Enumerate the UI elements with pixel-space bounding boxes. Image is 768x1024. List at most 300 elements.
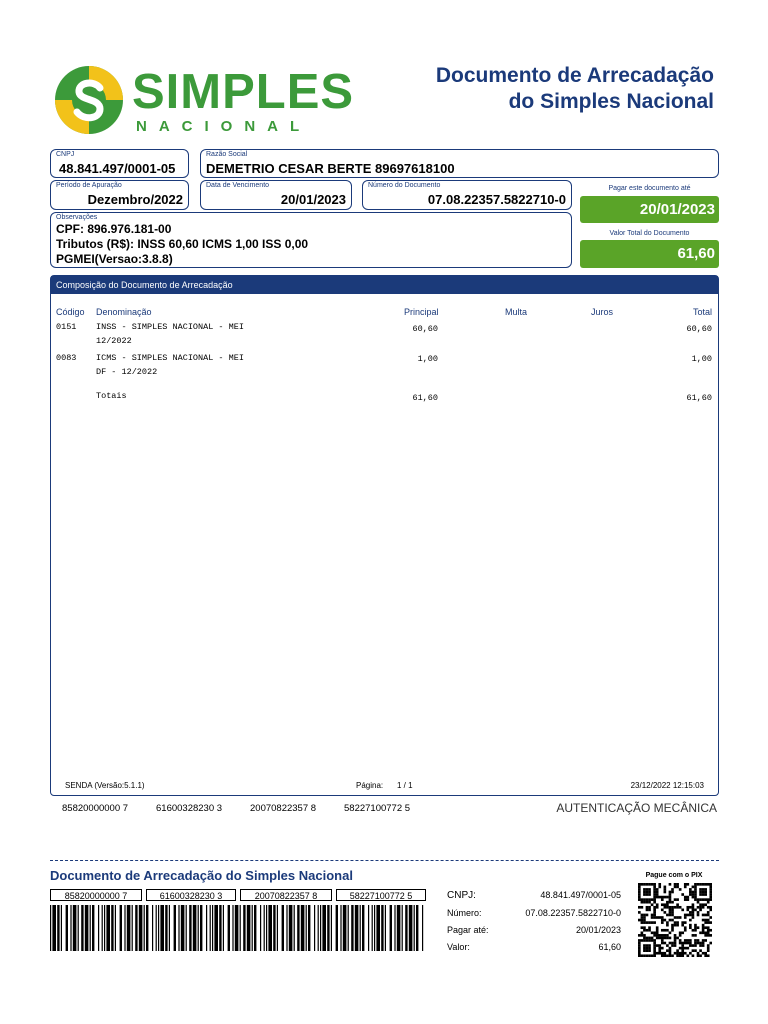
row-denominacao-sub: 12/2022 xyxy=(96,336,132,346)
row-denominacao: INSS - SIMPLES NACIONAL - MEI xyxy=(96,322,244,332)
qr-module xyxy=(702,914,705,917)
qr-module xyxy=(679,906,682,909)
qr-module xyxy=(656,903,659,906)
qr-module xyxy=(684,939,687,942)
qr-module xyxy=(681,949,684,952)
qr-module xyxy=(669,954,672,957)
qr-module xyxy=(709,934,712,937)
qr-module xyxy=(689,939,692,942)
qr-module xyxy=(643,937,646,940)
qr-module xyxy=(661,937,664,940)
qr-module xyxy=(694,926,697,929)
qr-module xyxy=(671,954,674,957)
barcode-bar xyxy=(390,905,392,951)
row-principal: 60,60 xyxy=(412,324,438,334)
qr-module xyxy=(651,898,654,901)
qr-module xyxy=(638,954,641,957)
qr-module xyxy=(707,901,710,904)
qr-module xyxy=(669,911,672,914)
barcode-bar xyxy=(90,905,91,951)
stub-linha-1: 85820000000 7 xyxy=(50,889,142,901)
qr-module xyxy=(684,916,687,919)
barcode-bar xyxy=(402,905,403,951)
qr-module xyxy=(669,949,672,952)
qr-module xyxy=(661,947,664,950)
qr-module xyxy=(651,939,654,942)
qr-module xyxy=(704,954,707,957)
qr-module xyxy=(676,954,679,957)
qr-module xyxy=(702,944,705,947)
qr-module xyxy=(702,891,705,894)
qr-module xyxy=(648,888,651,891)
qr-module xyxy=(704,926,707,929)
barcode-bar xyxy=(81,905,83,951)
qr-module xyxy=(692,916,695,919)
qr-module xyxy=(656,937,659,940)
qr-module xyxy=(676,883,679,886)
qr-module xyxy=(646,947,649,950)
col-codigo: Código xyxy=(56,307,85,317)
qr-module xyxy=(684,898,687,901)
qr-module xyxy=(694,891,697,894)
qr-module xyxy=(692,891,695,894)
barcode-bar xyxy=(289,905,293,951)
row-total: 1,00 xyxy=(691,354,712,364)
qr-module xyxy=(638,919,641,922)
qr-module xyxy=(661,942,664,945)
barcode-bar xyxy=(210,905,211,951)
qr-module xyxy=(709,888,712,891)
qr-module xyxy=(648,893,651,896)
qr-module xyxy=(681,921,684,924)
stub-pagar-label: Pagar até: xyxy=(447,925,489,935)
barcode-bar xyxy=(193,905,197,951)
barcode-bar xyxy=(268,905,272,951)
qr-module xyxy=(674,942,677,945)
composicao-title-bar xyxy=(51,276,718,294)
barcode-bar xyxy=(318,905,319,951)
qr-module xyxy=(643,883,646,886)
qr-module xyxy=(666,901,669,904)
qr-module xyxy=(686,914,689,917)
stub-linha-4: 58227100772 5 xyxy=(336,889,426,901)
qr-module xyxy=(702,893,705,896)
row-denominacao-sub: DF - 12/2022 xyxy=(96,367,158,377)
qr-module xyxy=(661,898,664,901)
vencimento-value: 20/01/2023 xyxy=(280,192,346,207)
qr-module xyxy=(694,909,697,912)
qr-module xyxy=(702,919,705,922)
qr-module xyxy=(692,954,695,957)
barcode-bar xyxy=(144,905,145,951)
barcode-bar xyxy=(174,905,176,951)
qr-module xyxy=(684,929,687,932)
qr-module xyxy=(686,883,689,886)
qr-module xyxy=(638,942,641,945)
barcode-bar xyxy=(127,905,131,951)
qr-module xyxy=(692,934,695,937)
qr-module xyxy=(661,929,664,932)
barcode-bar xyxy=(376,905,380,951)
stub-title: Documento de Arrecadação do Simples Nacional xyxy=(50,868,353,883)
qr-module xyxy=(674,883,677,886)
barcode-bar xyxy=(73,905,77,951)
qr-module xyxy=(697,901,700,904)
linha-digitavel-1: 85820000000 7 xyxy=(62,803,129,814)
qr-module xyxy=(674,924,677,927)
qr-module xyxy=(643,898,646,901)
qr-module xyxy=(704,939,707,942)
linha-digitavel-3: 20070822357 8 xyxy=(250,803,317,814)
cnpj-box xyxy=(50,149,189,178)
qr-module xyxy=(664,886,667,889)
qr-module xyxy=(646,909,649,912)
qr-module xyxy=(653,931,656,934)
qr-module xyxy=(666,924,669,927)
qr-module xyxy=(648,906,651,909)
qr-module xyxy=(643,921,646,924)
barcode-bar xyxy=(336,905,338,951)
barcode-bar xyxy=(254,905,256,951)
qr-module xyxy=(653,898,656,901)
barcode-bar xyxy=(104,905,105,951)
periodo-box xyxy=(50,180,189,210)
qr-module xyxy=(661,934,664,937)
barcode-bar xyxy=(360,905,361,951)
qr-module xyxy=(638,949,641,952)
qr-module xyxy=(681,944,684,947)
qr-module xyxy=(666,954,669,957)
barcode-bar xyxy=(306,905,307,951)
barcode-bar xyxy=(331,905,332,951)
qr-module xyxy=(664,952,667,955)
qr-module xyxy=(653,893,656,896)
qr-module xyxy=(653,888,656,891)
qr-module xyxy=(681,954,684,957)
barcode-bar xyxy=(92,905,94,951)
qr-module xyxy=(661,903,664,906)
barcode-bar xyxy=(327,905,329,951)
qr-module xyxy=(674,952,677,955)
barcode-bar xyxy=(232,905,233,951)
qr-module xyxy=(671,924,674,927)
barcode-bar xyxy=(212,905,213,951)
qr-module xyxy=(704,952,707,955)
qr-module xyxy=(653,939,656,942)
col-principal: Principal xyxy=(404,307,439,317)
qr-module xyxy=(656,888,659,891)
periodo-label: Período de Apuração xyxy=(56,182,122,189)
barcode-bar xyxy=(368,905,369,951)
qr-module xyxy=(702,906,705,909)
qr-module xyxy=(666,937,669,940)
qr-module xyxy=(702,939,705,942)
barcode-bar xyxy=(243,905,245,951)
qr-module xyxy=(671,929,674,932)
barcode-bar xyxy=(206,905,207,951)
vencimento-label: Data de Vencimento xyxy=(206,182,270,189)
barcode-bar xyxy=(416,905,418,951)
qr-module xyxy=(638,911,641,914)
qr-module xyxy=(651,921,654,924)
barcode-bar xyxy=(235,905,239,951)
qr-module xyxy=(702,931,705,934)
qr-module xyxy=(681,942,684,945)
qr-module xyxy=(679,939,682,942)
qr-module xyxy=(709,916,712,919)
qr-module xyxy=(653,891,656,894)
barcode-bar xyxy=(146,905,148,951)
qr-module xyxy=(643,893,646,896)
barcode-bar xyxy=(320,905,321,951)
qr-module xyxy=(653,954,656,957)
qr-module xyxy=(643,934,646,937)
qr-module xyxy=(702,952,705,955)
qr-module xyxy=(646,901,649,904)
qr-module xyxy=(702,898,705,901)
qr-module xyxy=(653,916,656,919)
qr-module xyxy=(658,896,661,899)
qr-module xyxy=(674,916,677,919)
barcode-bar xyxy=(186,905,187,951)
qr-module xyxy=(669,891,672,894)
qr-module xyxy=(679,942,682,945)
qr-module xyxy=(707,926,710,929)
qr-module xyxy=(671,901,674,904)
qr-module xyxy=(686,909,689,912)
qr-module xyxy=(641,883,644,886)
qr-module xyxy=(646,939,649,942)
qr-module xyxy=(669,898,672,901)
qr-module xyxy=(648,921,651,924)
qr-module xyxy=(669,893,672,896)
barcode-bar xyxy=(340,905,341,951)
qr-module xyxy=(689,919,692,922)
qr-module xyxy=(638,886,641,889)
barcode-bar xyxy=(343,905,347,951)
qr-module xyxy=(684,942,687,945)
qr-module xyxy=(666,921,669,924)
qr-module xyxy=(646,921,649,924)
logo-sub-text: NACIONAL xyxy=(136,118,312,135)
qr-module xyxy=(699,954,702,957)
barcode-bar xyxy=(362,905,364,951)
totais-label: Totais xyxy=(96,391,127,401)
qr-module xyxy=(707,921,710,924)
qr-module xyxy=(686,898,689,901)
col-denominacao: Denominação xyxy=(96,307,152,317)
numero-documento-label: Número do Documento xyxy=(368,182,441,189)
qr-module xyxy=(707,947,710,950)
qr-module xyxy=(656,929,659,932)
razao-social-box xyxy=(200,149,719,178)
qr-module xyxy=(694,896,697,899)
barcode-bar xyxy=(198,905,199,951)
qr-module xyxy=(704,931,707,934)
qr-module xyxy=(707,954,710,957)
observacoes-box xyxy=(50,212,572,268)
qr-module xyxy=(646,937,649,940)
qr-module xyxy=(641,906,644,909)
qr-module xyxy=(656,916,659,919)
qr-module xyxy=(702,903,705,906)
qr-module xyxy=(681,909,684,912)
qr-module xyxy=(661,919,664,922)
qr-module xyxy=(694,944,697,947)
qr-module xyxy=(656,952,659,955)
qr-module xyxy=(643,949,646,952)
barcode-bar xyxy=(135,905,137,951)
stub-cnpj-value: 48.841.497/0001-05 xyxy=(540,890,621,900)
qr-module xyxy=(661,916,664,919)
qr-module xyxy=(661,909,664,912)
qr-module xyxy=(674,921,677,924)
qr-module xyxy=(676,952,679,955)
qr-module xyxy=(704,888,707,891)
barcode-bar xyxy=(70,905,71,951)
barcode-bar xyxy=(314,905,315,951)
qr-module xyxy=(676,906,679,909)
qr-module xyxy=(641,916,644,919)
qr-module xyxy=(671,909,674,912)
qr-module xyxy=(643,939,646,942)
qr-module xyxy=(648,944,651,947)
qr-module xyxy=(684,926,687,929)
qr-module xyxy=(671,906,674,909)
qr-module xyxy=(707,906,710,909)
row-principal: 1,00 xyxy=(417,354,438,364)
qr-module xyxy=(666,949,669,952)
qr-module xyxy=(664,919,667,922)
qr-module xyxy=(653,906,656,909)
qr-module xyxy=(686,954,689,957)
qr-module xyxy=(666,914,669,917)
qr-module xyxy=(684,896,687,899)
qr-module xyxy=(689,952,692,955)
barcode-bar xyxy=(181,905,185,951)
qr-module xyxy=(699,903,702,906)
qr-module xyxy=(709,886,712,889)
qr-module xyxy=(697,883,700,886)
qr-module xyxy=(674,939,677,942)
qr-module xyxy=(653,901,656,904)
qr-module xyxy=(681,893,684,896)
barcode-bar xyxy=(405,905,407,951)
barcode-bar xyxy=(351,905,353,951)
qr-module xyxy=(671,914,674,917)
pagar-ate-label: Pagar este documento até xyxy=(608,185,691,192)
qr-module xyxy=(704,891,707,894)
qr-module xyxy=(686,942,689,945)
cut-line xyxy=(50,860,719,861)
qr-module xyxy=(641,901,644,904)
qr-module xyxy=(666,934,669,937)
qr-module xyxy=(664,954,667,957)
qr-module xyxy=(686,906,689,909)
col-juros: Juros xyxy=(591,307,614,317)
qr-module xyxy=(648,898,651,901)
qr-module xyxy=(704,893,707,896)
qr-module xyxy=(646,929,649,932)
qr-module xyxy=(658,947,661,950)
qr-module xyxy=(669,952,672,955)
barcode-bar xyxy=(139,905,143,951)
qr-module xyxy=(694,883,697,886)
qr-module xyxy=(697,906,700,909)
qr-module xyxy=(664,906,667,909)
qr-module xyxy=(648,949,651,952)
pix-qr-code xyxy=(638,883,712,957)
qr-module xyxy=(653,949,656,952)
qr-module xyxy=(661,952,664,955)
barcode-bar xyxy=(308,905,310,951)
qr-module xyxy=(704,898,707,901)
totais-total: 61,60 xyxy=(686,393,712,403)
qr-module xyxy=(702,929,705,932)
qr-module xyxy=(653,942,656,945)
page-title-line1: Documento de Arrecadação xyxy=(435,64,714,87)
qr-module xyxy=(674,944,677,947)
qr-module xyxy=(689,944,692,947)
qr-module xyxy=(699,944,702,947)
row-codigo: 0151 xyxy=(56,322,77,332)
qr-module xyxy=(658,937,661,940)
qr-module xyxy=(689,906,692,909)
qr-module xyxy=(681,947,684,950)
qr-module xyxy=(664,937,667,940)
qr-module xyxy=(658,944,661,947)
composicao-title: Composição do Documento de Arrecadação xyxy=(56,280,233,290)
qr-module xyxy=(643,891,646,894)
senda-version: SENDA (Versão:5.1.1) xyxy=(65,781,145,790)
barcode-bar xyxy=(277,905,278,951)
qr-module xyxy=(676,903,679,906)
qr-module xyxy=(709,906,712,909)
barcode-bar xyxy=(223,905,224,951)
barcode-bar xyxy=(106,905,110,951)
qr-module xyxy=(709,883,712,886)
qr-module xyxy=(684,947,687,950)
numero-documento-value: 07.08.22357.5822710-0 xyxy=(427,192,566,207)
qr-module xyxy=(641,934,644,937)
qr-module xyxy=(664,929,667,932)
cnpj-label: CNPJ xyxy=(56,151,75,158)
qr-module xyxy=(651,916,654,919)
qr-module xyxy=(707,931,710,934)
qr-module xyxy=(697,898,700,901)
qr-module xyxy=(669,896,672,899)
qr-module xyxy=(638,952,641,955)
qr-module xyxy=(707,914,710,917)
qr-module xyxy=(692,906,695,909)
qr-module xyxy=(643,916,646,919)
barcode-bar xyxy=(374,905,375,951)
qr-module xyxy=(653,947,656,950)
barcode-bar xyxy=(372,905,373,951)
qr-module xyxy=(679,947,682,950)
qr-module xyxy=(697,939,700,942)
composicao-panel xyxy=(50,275,719,796)
qr-module xyxy=(707,911,710,914)
qr-module xyxy=(646,891,649,894)
qr-module xyxy=(664,911,667,914)
qr-module xyxy=(671,888,674,891)
qr-module xyxy=(643,929,646,932)
barcode-bar xyxy=(381,905,383,951)
qr-module xyxy=(638,934,641,937)
barcode-bar xyxy=(200,905,202,951)
qr-module xyxy=(651,883,654,886)
